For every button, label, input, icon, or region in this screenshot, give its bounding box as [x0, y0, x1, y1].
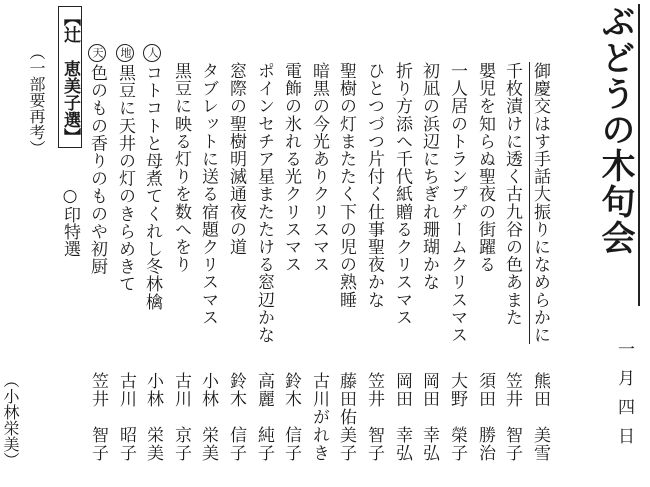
poem-3 [143, 44, 161, 310]
poem-11 [365, 62, 382, 308]
author-3: 小林 栄美 [143, 372, 163, 462]
poem-10 [337, 62, 354, 308]
poem-text: 千枚漬けに透く古九谷の色あまた [502, 62, 522, 326]
poem-6 [227, 62, 244, 256]
poem-9 [310, 62, 327, 273]
author-11: 笠井 智子 [364, 372, 384, 462]
poem-13 [420, 62, 437, 291]
author-7: 高麗 純子 [254, 372, 274, 462]
closing-note: （一部要再考） [27, 44, 46, 156]
poem-text: 色のもの香りのものや初厨 [87, 64, 107, 276]
date: 一月四日 [614, 340, 634, 456]
mark-chi: 地 [116, 44, 134, 62]
author-13: 岡田 幸弘 [419, 372, 439, 462]
poem-text: 聖樹の灯またたく下の児の熟睡 [336, 62, 356, 309]
poem-text: 暗黒の今光ありクリスマス [309, 62, 329, 274]
mark-ten: 天 [88, 44, 106, 62]
poem-text: 一人居のトランプゲームクリスマス [447, 62, 467, 344]
poem-text: タブレットに送る宿題クリスマス [198, 62, 218, 326]
author-14: 大野 榮子 [447, 372, 467, 462]
poem-7 [255, 62, 272, 344]
selection-note: ○印特選 [60, 186, 80, 257]
poem-17 [531, 62, 548, 344]
author-5: 小林 栄美 [198, 372, 218, 462]
poem-text: 黒豆に天井の灯のきらめきて [115, 64, 135, 293]
poem-1 [88, 44, 106, 275]
poem-text: ポインセチア星またたける窓辺かな [254, 62, 274, 344]
author-9: 古川がれき [309, 372, 329, 462]
poem-text: 初凪の浜辺にちぎれ珊瑚かな [419, 62, 439, 291]
author-2: 古川 昭子 [116, 372, 136, 462]
author-16: 笠井 智子 [502, 372, 522, 462]
mark-jin: 人 [143, 44, 161, 62]
author-4: 古川 京子 [171, 372, 191, 462]
poem-text: 嬰児を知らぬ聖夜の街躍る [475, 62, 495, 274]
poem-text: 御慶交はす手話大振りになめらかに [530, 62, 550, 344]
poem-4 [172, 62, 189, 273]
page-title: ぶどうの木句会 [595, 4, 635, 256]
author-12: 岡田 幸弘 [392, 372, 412, 462]
poem-text: 電飾の氷れる光クリスマス [281, 62, 301, 274]
poem-2 [116, 44, 134, 293]
poem-12 [393, 62, 410, 326]
author-17: 熊田 美雪 [530, 372, 550, 462]
poem-text: 折り方添へ千代紙贈るクリスマス [392, 62, 412, 326]
selector-header [61, 6, 78, 257]
poem-text: 黒豆に映る灯りを数へをり [171, 62, 191, 274]
author-10: 藤田佑美子 [336, 372, 356, 462]
poem-15 [476, 62, 493, 273]
poem-8 [282, 62, 299, 273]
poem-5 [199, 62, 216, 326]
title-column [592, 4, 640, 306]
author-15: 須田 勝治 [475, 372, 495, 462]
poem-16 [503, 62, 520, 326]
poem-14 [448, 62, 465, 344]
selector-name: 【辻 恵美子選】 [58, 6, 82, 148]
author-6: 鈴木 信子 [226, 372, 246, 462]
poem-text: 窓際の聖樹明滅通夜の道 [226, 62, 246, 256]
author-1: 笠井 智子 [88, 372, 108, 462]
author-8: 鈴木 信子 [281, 372, 301, 462]
poem-text: コトコトと母煮てくれし冬林檎 [142, 64, 162, 311]
recorder-name: （小林栄美） [1, 372, 20, 468]
poem-text: ひとつづつ片付く仕事聖夜かな [364, 62, 384, 309]
